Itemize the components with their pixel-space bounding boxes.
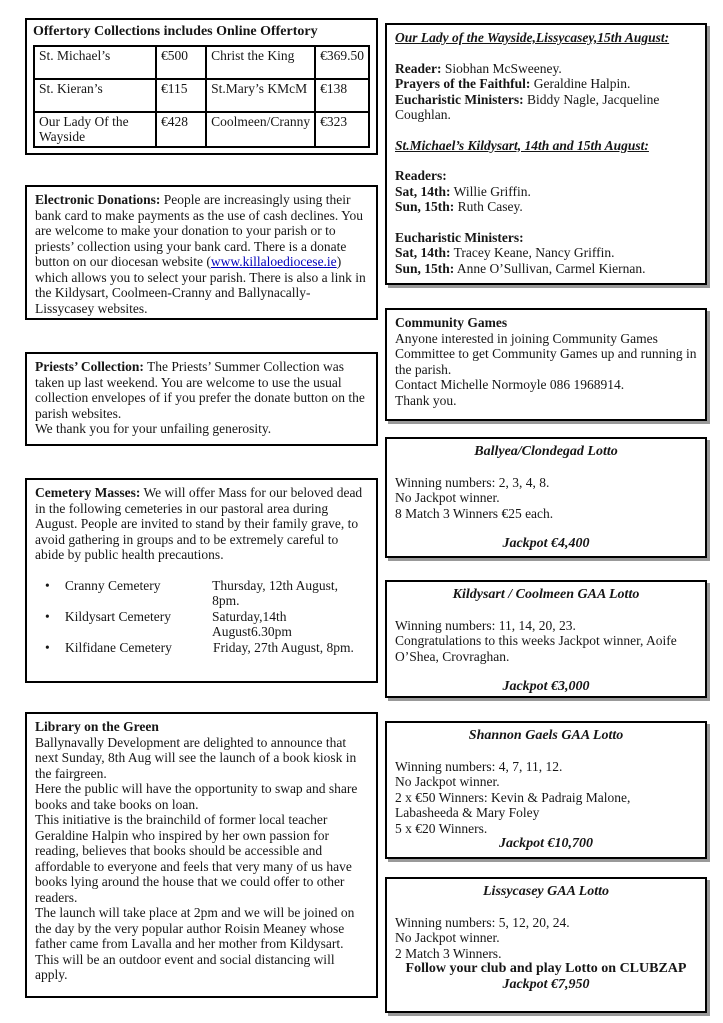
electronic-donations-lead: Electronic Donations: [35, 192, 161, 207]
rota-line [395, 61, 697, 77]
rota-line [395, 245, 697, 261]
cemetery-masses-text [35, 485, 368, 563]
rota-value: Biddy Nagle, Jacqueline Coughlan. [395, 91, 660, 122]
rota-label: Sun, 15th: [395, 260, 455, 276]
jackpot-amount: Jackpot €3,000 [502, 679, 590, 694]
lotto-title: Lissycasey GAA Lotto [483, 884, 609, 899]
library-paragraph: The launch will take place at 2pm and we will be joined on the day by the very popular author Roisin Meaney whose father came from Lavalla and her mother from Kildysart. [35, 905, 355, 951]
rota-line [395, 92, 697, 123]
library-paragraph: Ballynavally Development are delighted to announce that next Sunday, 8th Aug will see the launch of a book kiosk in the fairgreen. [35, 734, 357, 781]
offertory-cell-amount: €115 [156, 79, 206, 112]
list-item [35, 578, 368, 609]
shannon-gaels-lotto-box [385, 721, 707, 859]
offertory-table [33, 45, 370, 148]
mass-rota-box [385, 23, 707, 285]
lotto-line: No Jackpot winner. [395, 774, 500, 789]
cemetery-name: Kilfidane Cemetery [65, 639, 172, 655]
offertory-cell-amount: €369.50 [315, 46, 369, 79]
community-games-thanks: Thank you. [395, 392, 457, 408]
rota-label: Eucharistic Ministers: [395, 91, 524, 107]
rota-line [395, 184, 697, 200]
library-paragraph: This will be an outdoor event and social distancing will apply. [35, 951, 335, 982]
lotto-line: Winning numbers: 11, 14, 20, 23. [395, 617, 576, 633]
community-games-box [385, 308, 707, 421]
cemetery-name: Cranny Cemetery [64, 577, 161, 593]
offertory-cell-amount: €500 [156, 46, 206, 79]
lotto-line: 8 Match 3 Winners €25 each. [395, 505, 554, 521]
cemetery-masses-intro: We will offer Mass for our beloved dead in the following cemeteries in our pastoral area during August. People are invited to stand by their family grave, to avoid gathering in groups and to be extremely careful to abide by public health precautions. [35, 485, 363, 562]
cemetery-masses-box [25, 478, 378, 683]
cemetery-name: Kildysart Cemetery [64, 608, 171, 624]
rota-label: Sat, 14th: [395, 245, 451, 260]
electronic-donations-body: People are increasingly using their bank card to make payments as the use of cash declines. You are welcome to make your donation to your parish or to priests’ collection using your bank card. There is a donate button on our diocesan website ( [35, 192, 364, 269]
offertory-collections-box [25, 18, 378, 155]
rota-value: Willie Griffin. [450, 183, 531, 199]
clubzap-promo: Follow your club and play Lotto on CLUBZAP [405, 961, 687, 976]
list-item [35, 640, 368, 656]
rota-label: Reader: [395, 60, 442, 76]
library-title: Library on the Green [35, 719, 159, 734]
list-item [35, 609, 368, 640]
priests-collection-text [35, 359, 368, 421]
kildysart-coolmeen-lotto-box [385, 580, 707, 698]
lotto-line: 5 x €20 Winners. [395, 820, 488, 836]
lotto-title: Shannon Gaels GAA Lotto [468, 728, 624, 743]
offertory-cell-church: St.Mary’s KMcM [206, 79, 315, 112]
offertory-cell-church: St. Michael’s [34, 46, 156, 79]
cemetery-masses-lead: Cemetery Masses: [35, 485, 141, 500]
offertory-cell-church: Our Lady Of the Wayside [34, 112, 156, 147]
readers-label: Readers: [395, 168, 447, 183]
jackpot-amount: Jackpot €4,400 [502, 536, 590, 551]
rota-label: Sat, 14th: [395, 183, 451, 199]
rota-value: Ruth Casey. [454, 199, 523, 214]
jackpot-amount: Jackpot €10,700 [498, 836, 594, 851]
lotto-line: Winning numbers: 5, 12, 20, 24. [395, 914, 570, 930]
table-row [34, 112, 369, 147]
community-games-paragraph: Anyone interested in joining Community Games Committee to get Community Games up and running in the parish. [395, 330, 697, 377]
electronic-donations-text [35, 192, 368, 316]
rota-line [395, 261, 697, 277]
library-on-the-green-box [25, 712, 378, 998]
rota-header-lissycasey: Our Lady of the Wayside,Lissycasey,15th August: [395, 30, 670, 45]
rota-value: Anne O’Sullivan, Carmel Kiernan. [454, 260, 646, 276]
community-games-title: Community Games [395, 315, 508, 330]
diocese-website-link[interactable]: www.killaloediocese.ie [210, 254, 337, 269]
rota-line [395, 76, 697, 92]
offertory-cell-church: Christ the King [206, 46, 315, 79]
rota-value: Geraldine Halpin. [530, 76, 631, 91]
jackpot-amount: Jackpot €7,950 [502, 976, 590, 992]
rota-label: Sun, 15th: [395, 199, 455, 214]
lotto-line: 2 Match 3 Winners. [395, 945, 502, 961]
priests-collection-closing: We thank you for your unfailing generosity. [35, 421, 272, 436]
community-games-contact: Contact Michelle Normoyle 086 1968914. [395, 377, 625, 392]
rota-label: Prayers of the Faithful: [395, 76, 531, 91]
offertory-cell-amount: €323 [315, 112, 369, 147]
electronic-donations-box [25, 185, 378, 320]
lotto-title: Ballyea/Clondegad Lotto [474, 444, 618, 459]
offertory-cell-amount: €428 [156, 112, 206, 147]
lotto-title: Kildysart / Coolmeen GAA Lotto [452, 587, 640, 602]
electronic-donations-body: ) which allows you to select your parish. There is also a link in the Kildysart, Coolmeen-Cranny and Ballynacally-Lissycasey websites. [35, 254, 366, 316]
bullet-icon: • [45, 608, 50, 624]
lotto-line: Winning numbers: 2, 3, 4, 8. [395, 474, 550, 490]
ministers-label: Eucharistic Ministers: [395, 229, 524, 245]
offertory-cell-amount: €138 [315, 79, 369, 112]
rota-line [395, 199, 697, 215]
offertory-cell-church: St. Kieran’s [34, 79, 156, 112]
lissycasey-lotto-box [385, 877, 707, 1013]
rota-value: Siobhan McSweeney. [441, 60, 562, 76]
lotto-line: No Jackpot winner. [395, 490, 500, 505]
priests-collection-box [25, 352, 378, 446]
priests-collection-lead: Priests’ Collection: [35, 359, 144, 374]
table-row [34, 46, 369, 79]
offertory-title: Offertory Collections includes Online Offertory [33, 24, 318, 39]
library-paragraph: Here the public will have the opportunity to swap and share books and take books on loan. [35, 781, 358, 812]
lotto-line: No Jackpot winner. [395, 930, 500, 945]
bullet-icon: • [45, 577, 50, 593]
rota-value: Tracey Keane, Nancy Griffin. [450, 245, 615, 260]
table-row [34, 79, 369, 112]
cemetery-time: Saturday,14th August6.30pm [211, 608, 292, 639]
cemetery-time: Friday, 27th August, 8pm. [213, 639, 354, 655]
lotto-line: Congratulations to this weeks Jackpot winner, Aoife O’Shea, Crovraghan. [395, 633, 677, 664]
cemetery-time: Thursday, 12th August, 8pm. [212, 577, 339, 608]
lotto-line: 2 x €50 Winners: Kevin & Padraig Malone, Labasheeda & Mary Foley [395, 789, 631, 820]
offertory-cell-church: Coolmeen/Cranny [206, 112, 315, 147]
lotto-line: Winning numbers: 4, 7, 11, 12. [395, 758, 563, 774]
rota-header-kildysart: St.Michael’s Kildysart, 14th and 15th August: [395, 137, 649, 153]
bullet-icon: • [45, 639, 50, 655]
library-paragraph: This initiative is the brainchild of former local teacher Geraldine Halpin who inspired by her own passion for reading, believes that books should be accessible and affordable to everyone and feels that very many of us have books lying around the house that we could offer to other readers. [35, 812, 352, 905]
priests-collection-body: The Priests’ Summer Collection was taken up last weekend. You are welcome to use the usual collection envelopes of if you prefer the donate button on the parish websites. [35, 359, 365, 421]
ballyea-clondegad-lotto-box [385, 437, 707, 558]
